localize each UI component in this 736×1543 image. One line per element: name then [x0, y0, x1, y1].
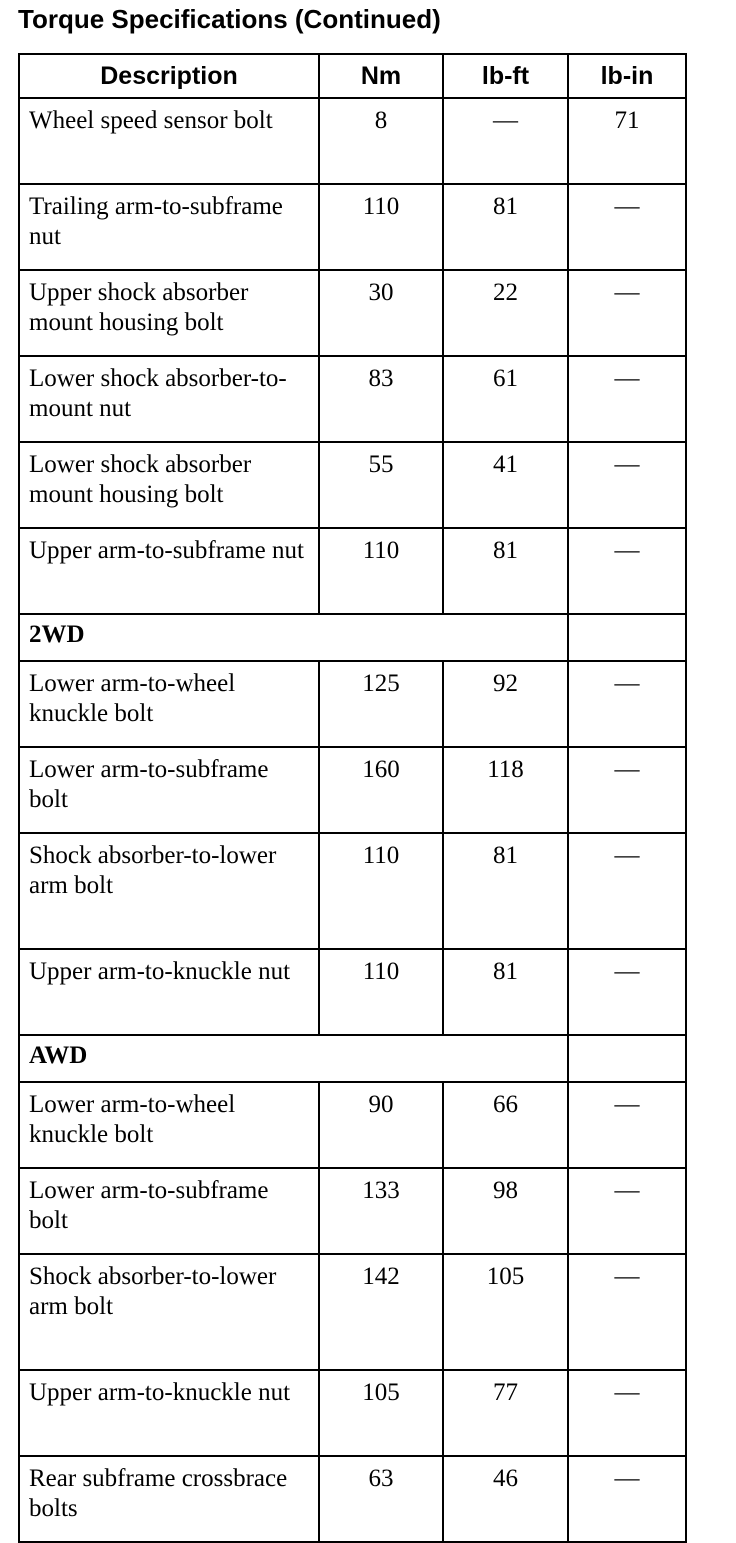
row-nm: 110	[319, 184, 443, 270]
row-lb-ft: 81	[443, 528, 568, 614]
table-row	[19, 184, 686, 270]
row-lb-in: —	[568, 442, 686, 528]
table-row	[19, 270, 686, 356]
table-row	[19, 661, 686, 747]
row-description: Upper arm-to-knuckle nut	[19, 1370, 319, 1456]
row-description: Trailing arm-to-subframe nut	[19, 184, 319, 270]
header-nm: Nm	[319, 54, 443, 98]
row-nm: 83	[319, 356, 443, 442]
row-description: Lower shock absorber-to-mount nut	[19, 356, 319, 442]
row-description: Upper arm-to-subframe nut	[19, 528, 319, 614]
page-title: Torque Specifications (Continued)	[18, 4, 441, 34]
torque-spec-table	[18, 53, 687, 1543]
row-lb-in: —	[568, 270, 686, 356]
row-lb-in: —	[568, 1456, 686, 1542]
row-nm: 55	[319, 442, 443, 528]
row-lb-in: —	[568, 833, 686, 949]
row-nm: 110	[319, 949, 443, 1035]
table-row	[19, 356, 686, 442]
row-nm: 8	[319, 98, 443, 184]
row-description: Lower shock absorber mount housing bolt	[19, 442, 319, 528]
row-description: Rear subframe crossbrace bolts	[19, 1456, 319, 1542]
row-nm: 160	[319, 747, 443, 833]
row-description: Lower arm-to-subframe bolt	[19, 1168, 319, 1254]
row-lb-ft: 92	[443, 661, 568, 747]
row-lb-ft: 105	[443, 1254, 568, 1370]
row-nm: 90	[319, 1082, 443, 1168]
table-row	[19, 1082, 686, 1168]
table-row	[19, 442, 686, 528]
row-lb-ft: 81	[443, 949, 568, 1035]
row-lb-ft: 118	[443, 747, 568, 833]
section-row-2wd	[19, 614, 686, 661]
row-nm: 105	[319, 1370, 443, 1456]
row-nm: 30	[319, 270, 443, 356]
row-lb-ft: —	[443, 98, 568, 184]
row-description: Upper arm-to-knuckle nut	[19, 949, 319, 1035]
row-lb-in: —	[568, 661, 686, 747]
row-description: Lower arm-to-subframe bolt	[19, 747, 319, 833]
header-lb-ft: lb-ft	[443, 54, 568, 98]
row-description: Shock absorber-to-lower arm bolt	[19, 833, 319, 949]
row-lb-ft: 81	[443, 184, 568, 270]
section-label-awd: AWD	[19, 1035, 568, 1082]
row-nm: 142	[319, 1254, 443, 1370]
row-description: Wheel speed sensor bolt	[19, 98, 319, 184]
section-row-awd	[19, 1035, 686, 1082]
row-lb-ft: 66	[443, 1082, 568, 1168]
table-row	[19, 528, 686, 614]
table-row	[19, 747, 686, 833]
row-lb-in: —	[568, 356, 686, 442]
row-lb-in: —	[568, 1082, 686, 1168]
row-lb-in: —	[568, 1254, 686, 1370]
header-row	[19, 54, 686, 98]
section-label-2wd: 2WD	[19, 614, 568, 661]
row-lb-ft: 46	[443, 1456, 568, 1542]
table-row	[19, 98, 686, 184]
table-row	[19, 1370, 686, 1456]
section-empty-cell	[568, 1035, 686, 1082]
row-lb-ft: 98	[443, 1168, 568, 1254]
row-lb-in: 71	[568, 98, 686, 184]
row-nm: 110	[319, 528, 443, 614]
row-description: Upper shock absorber mount housing bolt	[19, 270, 319, 356]
header-lb-in: lb-in	[568, 54, 686, 98]
row-lb-in: —	[568, 949, 686, 1035]
row-lb-in: —	[568, 528, 686, 614]
row-nm: 133	[319, 1168, 443, 1254]
row-description: Lower arm-to-wheel knuckle bolt	[19, 661, 319, 747]
table-row	[19, 949, 686, 1035]
table-row	[19, 1168, 686, 1254]
row-description: Lower arm-to-wheel knuckle bolt	[19, 1082, 319, 1168]
row-lb-in: —	[568, 184, 686, 270]
row-lb-ft: 61	[443, 356, 568, 442]
row-nm: 63	[319, 1456, 443, 1542]
row-nm: 125	[319, 661, 443, 747]
row-lb-ft: 22	[443, 270, 568, 356]
table-row	[19, 1254, 686, 1370]
row-lb-ft: 81	[443, 833, 568, 949]
section-empty-cell	[568, 614, 686, 661]
row-lb-in: —	[568, 1370, 686, 1456]
row-lb-in: —	[568, 747, 686, 833]
row-nm: 110	[319, 833, 443, 949]
row-description: Shock absorber-to-lower arm bolt	[19, 1254, 319, 1370]
row-lb-ft: 77	[443, 1370, 568, 1456]
row-lb-ft: 41	[443, 442, 568, 528]
header-description: Description	[19, 54, 319, 98]
table-row	[19, 1456, 686, 1542]
row-lb-in: —	[568, 1168, 686, 1254]
table-row	[19, 833, 686, 949]
